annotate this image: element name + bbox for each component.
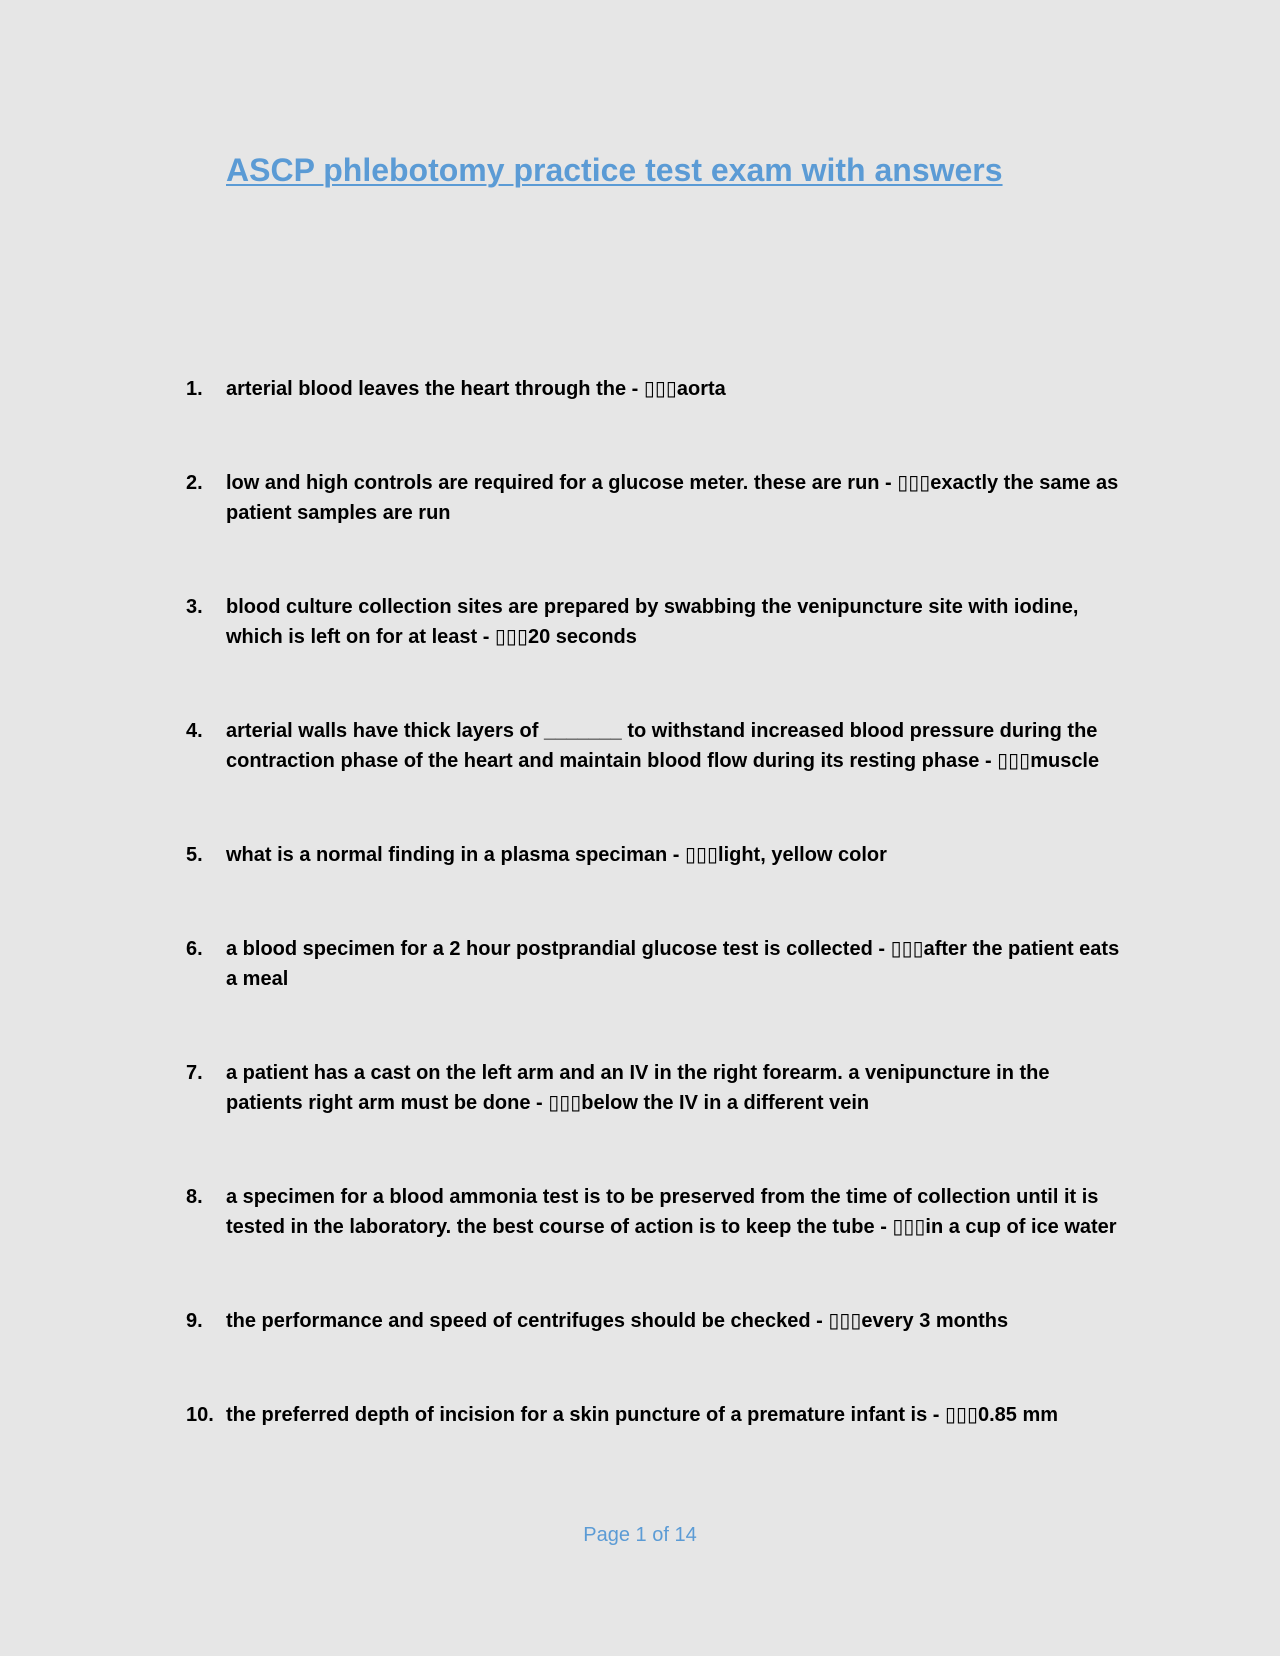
question-number: 2. — [186, 472, 203, 494]
question-item — [186, 840, 1130, 870]
document-title: ASCP phlebotomy practice test exam with answers — [226, 152, 1003, 188]
question-number: 4. — [186, 720, 203, 742]
question-item — [186, 716, 1130, 776]
question-text: arterial walls have thick layers of _______ to withstand increased blood pressure during the contraction phase of the heart and maintain blood flow during its resting phase - ▯▯▯muscle — [226, 720, 1100, 772]
question-item — [186, 1182, 1130, 1242]
question-number: 8. — [186, 1186, 203, 1208]
question-text: low and high controls are required for a glucose meter. these are run - ▯▯▯exactly the same as patient samples are run — [226, 472, 1119, 524]
question-number: 10. — [186, 1404, 214, 1426]
page-number-footer: Page 1 of 14 — [583, 1524, 697, 1546]
question-item — [186, 374, 1130, 404]
question-number: 9. — [186, 1310, 203, 1332]
question-item — [186, 1058, 1130, 1118]
question-text: blood culture collection sites are prepared by swabbing the venipuncture site with iodine, which is left on for at least - ▯▯▯20 seconds — [226, 596, 1079, 648]
question-text: a specimen for a blood ammonia test is to be preserved from the time of collection until it is tested in the laboratory. the best course of action is to keep the tube - ▯▯▯in a cup of ice water — [226, 1186, 1117, 1238]
question-number: 7. — [186, 1062, 203, 1084]
question-text: the performance and speed of centrifuges should be checked - ▯▯▯every 3 months — [226, 1310, 1009, 1332]
question-item — [186, 934, 1130, 994]
question-item — [186, 1306, 1130, 1336]
question-item — [186, 592, 1130, 652]
question-text: a patient has a cast on the left arm and an IV in the right forearm. a venipuncture in the patients right arm must be done - ▯▯▯below the IV in a different vein — [226, 1062, 1050, 1114]
question-number: 5. — [186, 844, 203, 866]
question-number: 3. — [186, 596, 203, 618]
question-number: 1. — [186, 378, 203, 400]
question-list — [186, 374, 1130, 1430]
question-item — [186, 468, 1130, 528]
question-number: 6. — [186, 938, 203, 960]
question-text: a blood specimen for a 2 hour postprandial glucose test is collected - ▯▯▯after the patient eats a meal — [226, 938, 1120, 990]
question-text: the preferred depth of incision for a skin puncture of a premature infant is - ▯▯▯0.85 mm — [226, 1404, 1059, 1426]
question-item — [186, 1400, 1130, 1430]
question-text: what is a normal finding in a plasma speciman - ▯▯▯light, yellow color — [226, 844, 887, 866]
question-text: arterial blood leaves the heart through the - ▯▯▯aorta — [226, 378, 726, 400]
